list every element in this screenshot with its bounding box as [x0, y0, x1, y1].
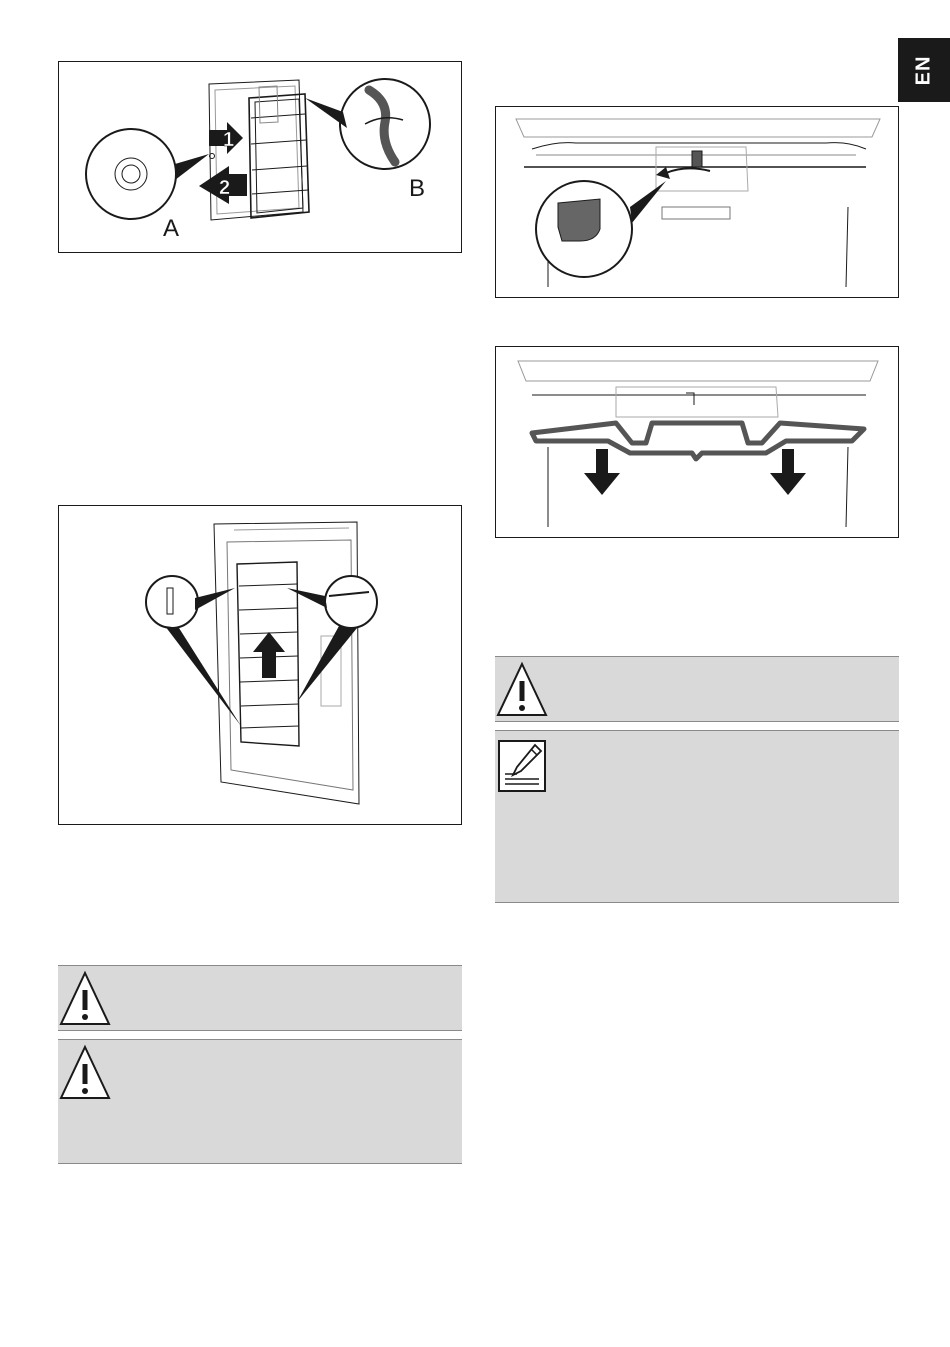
hook-marker [692, 151, 702, 167]
callout-a-detail [86, 129, 209, 219]
step-2-label: 2 [219, 177, 231, 199]
warning-notice-2 [58, 1039, 462, 1164]
figure-grill-lower [495, 346, 899, 538]
callout-b-detail [305, 79, 430, 169]
grill-lower-illustration [496, 347, 900, 539]
note-notice-1 [495, 730, 899, 903]
side-rack-lift-illustration [59, 506, 463, 826]
language-tab-label: EN [912, 55, 935, 85]
warning-notice-3 [495, 656, 899, 722]
warning-triangle-icon [58, 968, 112, 1028]
callout-a-label: A [163, 215, 180, 242]
callout-left-detail [146, 576, 241, 726]
callout-hook-detail [536, 181, 666, 277]
figure-shelf-guide-removal [58, 61, 462, 253]
grill-element [532, 423, 864, 459]
figure-side-rack-lift [58, 505, 462, 825]
arrow-up-icon [253, 632, 285, 678]
step-1-label: 1 [223, 129, 235, 151]
grill-hook-illustration [496, 107, 900, 299]
language-tab [898, 38, 950, 102]
warning-notice-1 [58, 965, 462, 1031]
callout-b-label: B [409, 175, 426, 202]
warning-triangle-icon [58, 1042, 112, 1102]
warning-triangle-icon [495, 659, 549, 719]
shelf-guide-removal-illustration [59, 62, 463, 254]
figure-grill-hook [495, 106, 899, 298]
arrow-down-right-icon [770, 449, 806, 495]
callout-right-detail [287, 576, 377, 702]
arrow-down-left-icon [584, 449, 620, 495]
pencil-note-icon [495, 733, 549, 793]
